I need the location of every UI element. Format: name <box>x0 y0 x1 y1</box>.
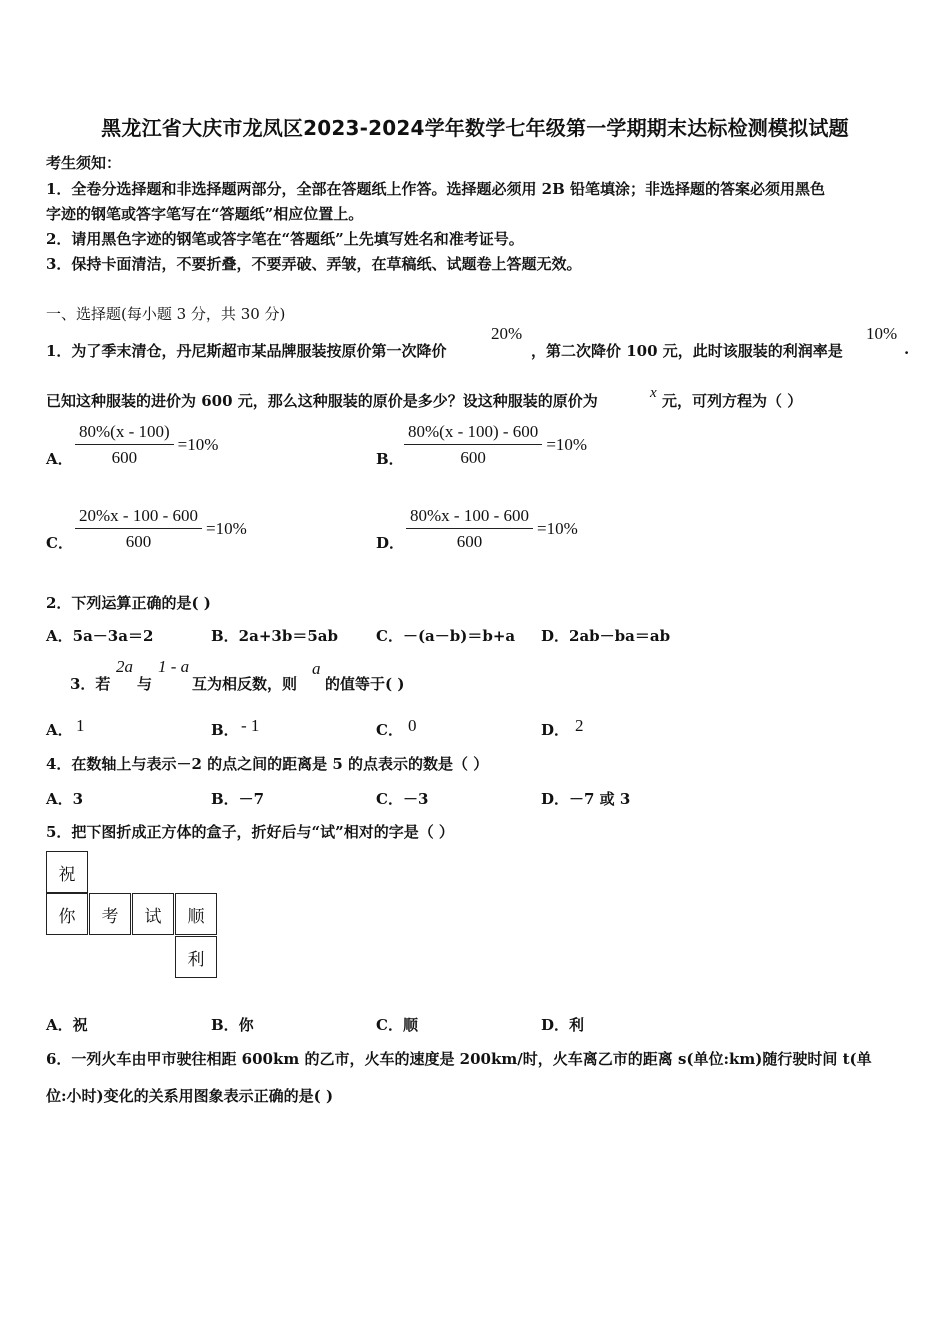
q1-line2-part2: 元，可列方程为（ ） <box>662 392 803 410</box>
notice-heading: 考生须知： <box>46 154 122 172</box>
q3-option-a-label: A． <box>46 721 73 739</box>
q3-option-a-value: 1 <box>76 716 85 735</box>
cube-net-cell-shun: 顺 <box>175 893 217 935</box>
notice-line-2: 2．请用黑色字迹的钢笔或答字笔在“答题纸”上先填写姓名和准考证号。 <box>46 230 524 248</box>
q1-line2-part1: 已知这种服装的进价为 600 元，那么这种服装的原价是多少？设这种服装的原价为 <box>46 392 598 410</box>
cube-net-cell-kao: 考 <box>89 893 131 935</box>
q1-option-a-denominator: 600 <box>111 448 138 467</box>
q3-option-b-label: B． <box>211 721 239 739</box>
q1-text-part2: ，第二次降价 100 元，此时该服装的利润率是 <box>531 342 843 360</box>
q3-option-d-label: D． <box>541 721 570 739</box>
cube-net-cell-ni: 你 <box>46 893 88 935</box>
q5-stem: 5．把下图折成正方体的盒子，折好后与“试”相对的字是（ ） <box>46 823 454 841</box>
q3-option-c-value: 0 <box>408 716 417 735</box>
q2-option-d: D．2ab－ba＝ab <box>541 627 671 645</box>
q1-option-b-label: B． <box>376 450 404 468</box>
q1-option-b-formula <box>404 422 587 468</box>
q5-option-c: C．顺 <box>376 1016 418 1034</box>
q1-option-d-numerator: 80%x - 100 - 600 <box>406 506 533 529</box>
notice-line-1b: 字迹的钢笔或答字笔写在“答题纸”相应位置上。 <box>46 205 364 223</box>
q1-option-a-label: A． <box>46 450 73 468</box>
q3-option-c-label: C． <box>376 721 403 739</box>
q4-option-b: B．－7 <box>211 790 265 808</box>
q1-option-a-formula <box>75 422 218 468</box>
q1-option-a-rhs: =10% <box>177 435 219 454</box>
q1-option-d-formula <box>406 506 578 552</box>
q1-option-a-numerator: 80%(x - 100) <box>75 422 174 445</box>
q1-option-d-denominator: 600 <box>456 532 483 551</box>
q4-option-c: C．－3 <box>376 790 429 808</box>
q1-discount-percent: 20% <box>491 324 523 343</box>
q1-option-b-denominator: 600 <box>460 448 486 467</box>
q1-option-c-formula <box>75 506 247 552</box>
q2-option-a: A．5a－3a＝2 <box>46 627 154 645</box>
cube-net-cell-li: 利 <box>175 936 217 978</box>
q1-option-c-denominator: 600 <box>125 532 152 551</box>
notice-line-3: 3．保持卡面清洁，不要折叠，不要弄破、弄皱，在草稿纸、试题卷上答题无效。 <box>46 255 582 273</box>
q1-option-b-rhs: =10% <box>546 435 588 454</box>
q3-expr-2a: 2a <box>116 657 133 676</box>
q1-option-c-numerator: 20%x - 100 - 600 <box>75 506 202 529</box>
cube-net-cell-zhu: 祝 <box>46 851 88 893</box>
q3-expr-a: a <box>312 659 321 678</box>
q1-option-b-numerator: 80%(x - 100) - 600 <box>404 422 542 445</box>
q5-option-b: B．你 <box>211 1016 254 1034</box>
q3-expr-1-minus-a: 1 - a <box>158 657 190 676</box>
q1-variable-x: x <box>650 385 657 401</box>
q2-option-b: B．2a+3b＝5ab <box>211 627 338 645</box>
q4-option-d: D．－7 或 3 <box>541 790 631 808</box>
q5-option-d: D．利 <box>541 1016 585 1034</box>
q1-period: . <box>904 340 910 358</box>
q3-text-part1: 3．若 <box>70 675 111 693</box>
q2-stem: 2．下列运算正确的是( ) <box>46 594 211 612</box>
q1-profit-percent: 10% <box>866 324 898 343</box>
q4-stem: 4．在数轴上与表示－2 的点之间的距离是 5 的点表示的数是（ ） <box>46 755 489 773</box>
q3-option-b-value: - 1 <box>241 716 260 735</box>
q2-option-c: C．－(a－b)＝b+a <box>376 627 516 645</box>
q1-text-part1: 1．为了季末清仓，丹尼斯超市某品牌服装按原价第一次降价 <box>46 342 447 360</box>
q6-line-2: 位:小时)变化的关系用图象表示正确的是( ) <box>46 1087 334 1105</box>
q3-option-d-value: 2 <box>575 716 584 735</box>
q5-option-a: A．祝 <box>46 1016 88 1034</box>
q3-text-part3: 互为相反数，则 <box>192 675 298 693</box>
q1-option-c-rhs: =10% <box>205 519 247 538</box>
notice-line-1: 1．全卷分选择题和非选择题两部分，全部在答题纸上作答。选择题必须用 2B 铅笔填涂；非选择题的答案必须用黑色 <box>46 180 826 198</box>
q1-option-d-rhs: =10% <box>536 519 578 538</box>
section-heading: 一、选择题(每小题 3 分，共 30 分) <box>46 305 286 323</box>
page-title: 黑龙江省大庆市龙凤区2023-2024学年数学七年级第一学期期末达标检测模拟试题 <box>101 116 849 140</box>
q3-text-part4: 的值等于( ) <box>325 675 405 693</box>
q1-option-c-label: C． <box>46 534 73 552</box>
q6-line-1: 6．一列火车由甲市驶往相距 600km 的乙市，火车的速度是 200km/时，火车离乙市的距离 s(单位:km)随行驶时间 t(单 <box>46 1050 872 1068</box>
cube-net-cell-shi: 试 <box>132 893 174 935</box>
q4-option-a: A．3 <box>46 790 84 808</box>
q1-option-d-label: D． <box>376 534 405 552</box>
q3-text-part2: 与 <box>137 675 153 693</box>
